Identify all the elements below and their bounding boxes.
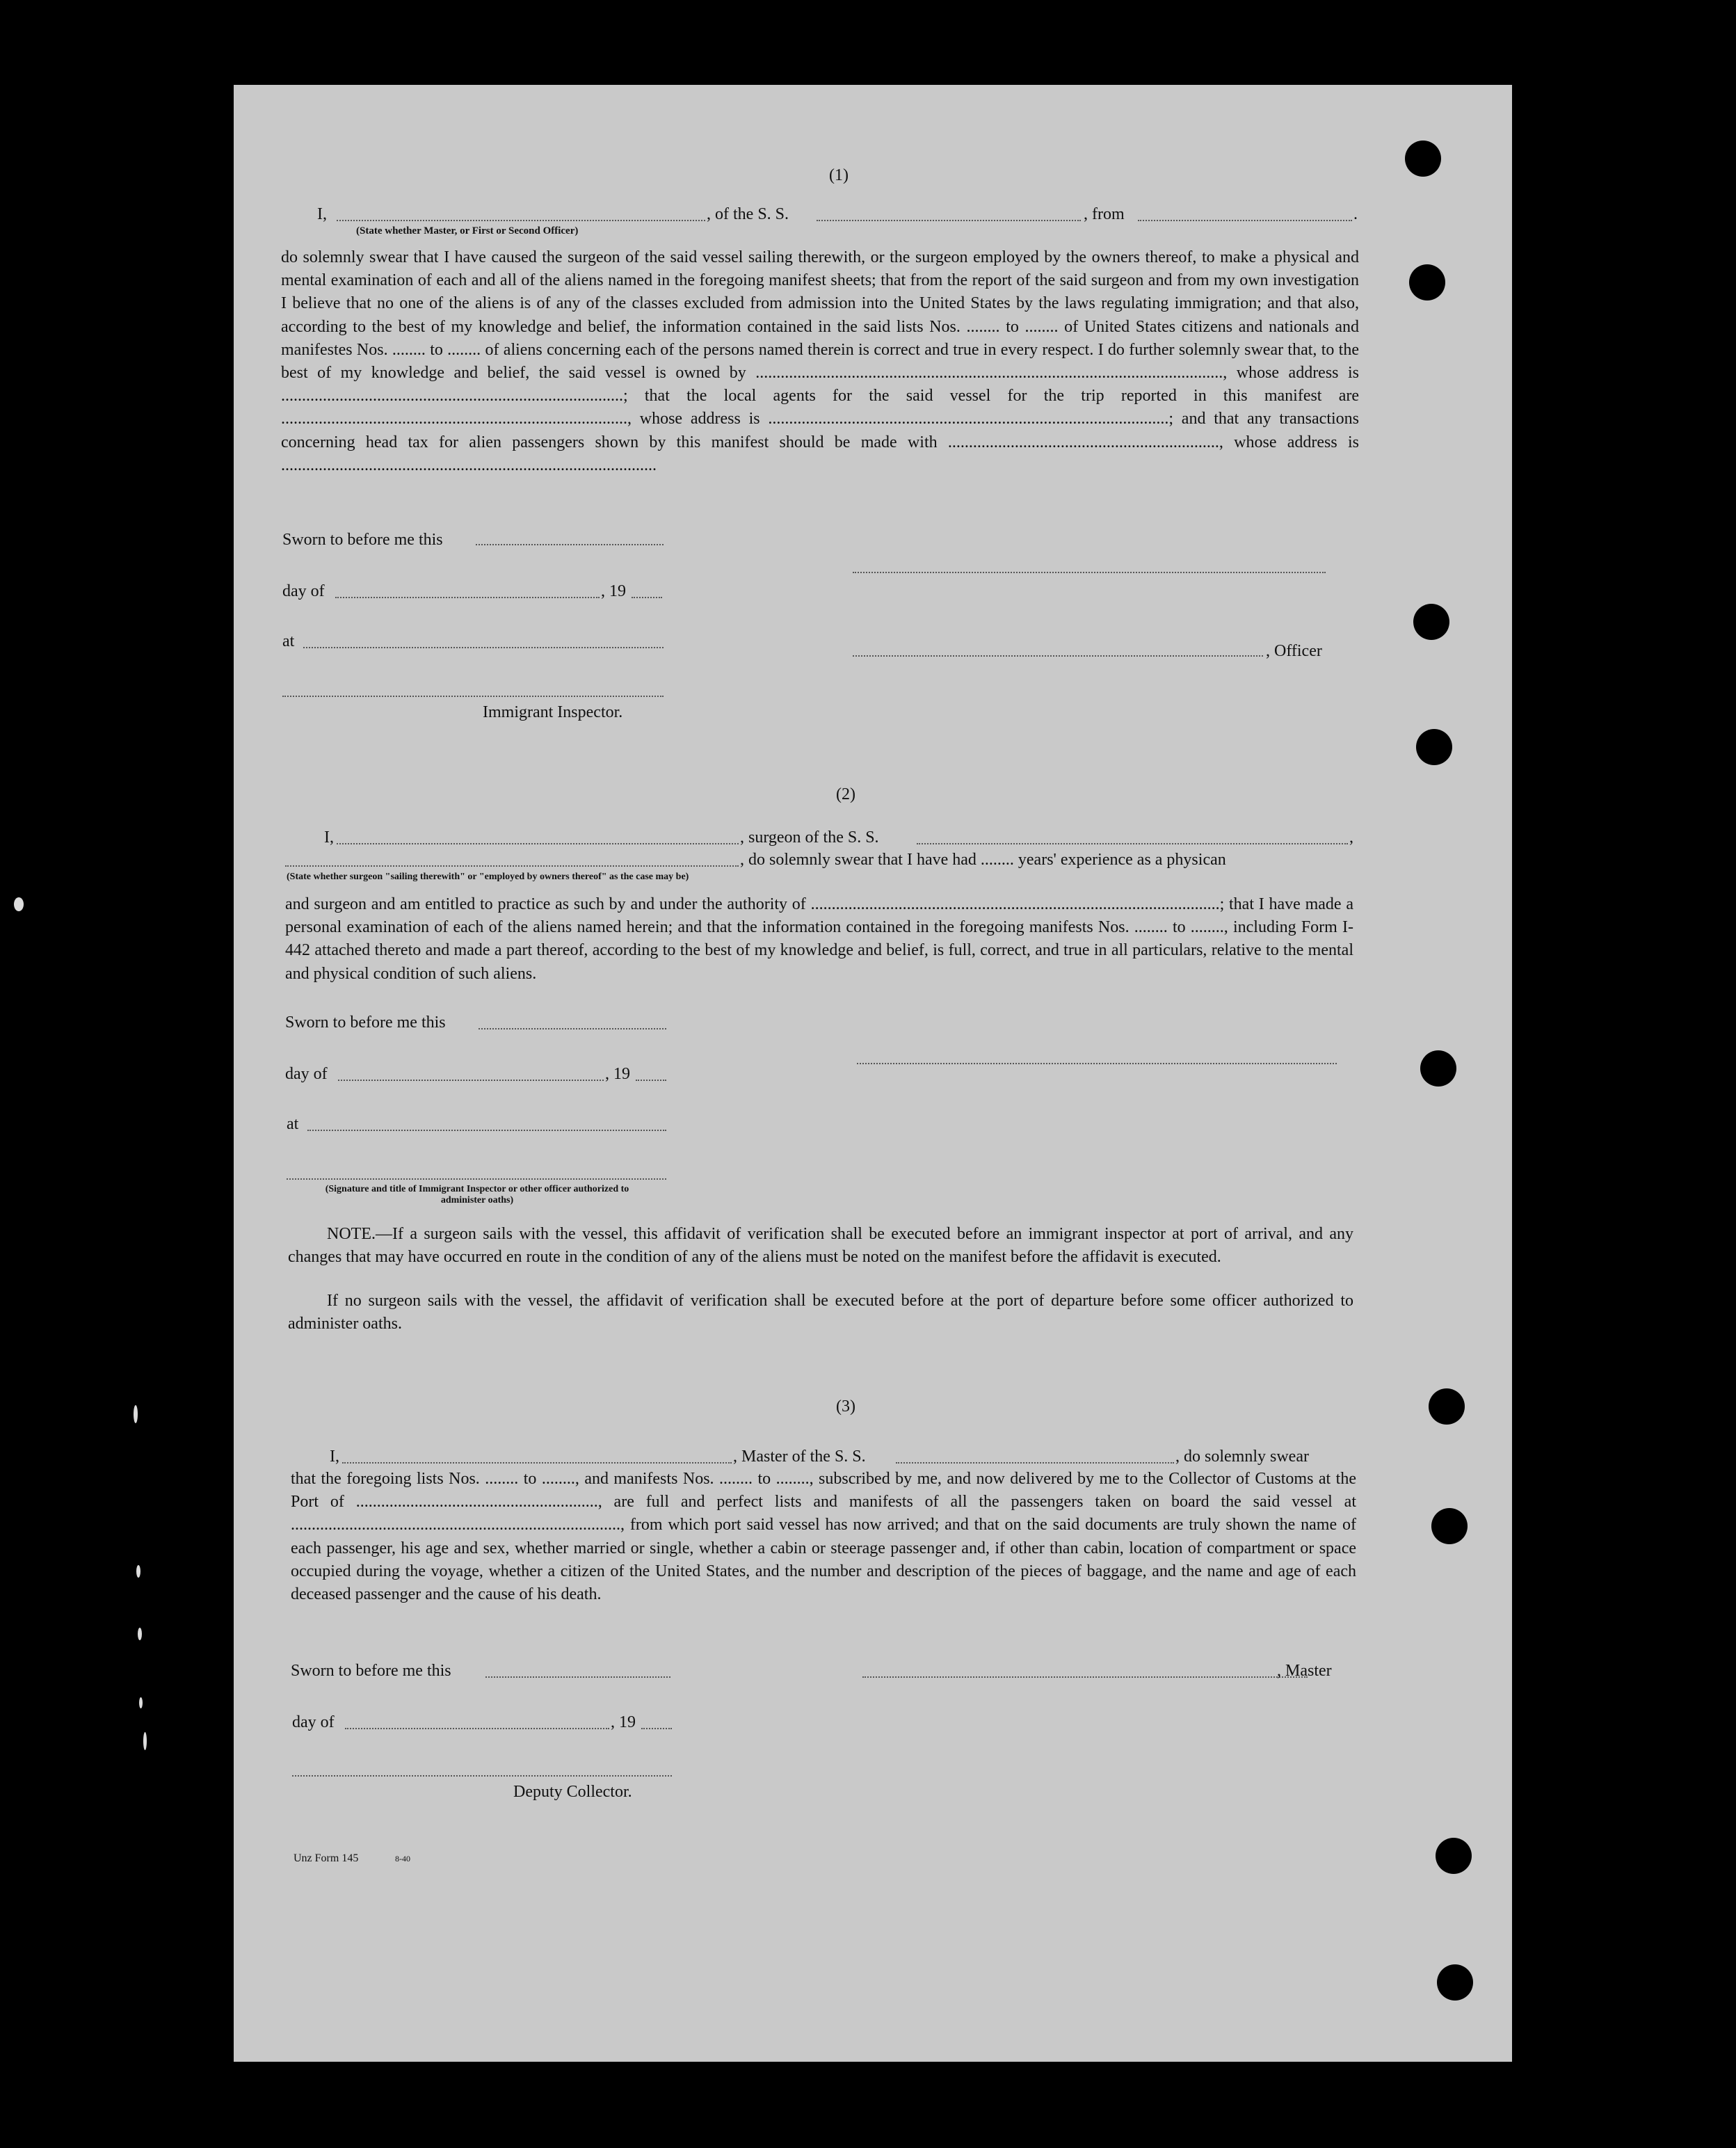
section3-deputy-signature-field[interactable]: [292, 1775, 672, 1777]
section1-inspector-signature-field[interactable]: [282, 696, 664, 697]
manifest-affidavit-page: [234, 85, 1512, 2062]
punch-hole: [1437, 1964, 1473, 2001]
section3-paragraph: that the foregoing lists Nos. ........ to ........, and manifests Nos. ........ to ........, subscribed by me, and now delivered by me to the Collector of Customs at the Port of .........................................................., are full and perfect lists and manifests of all the passengers taken on board the said vessel at ..............................................................................., from which port said vessel has now arrived; and that on the said documents are truly shown the name of each passenger, his age and sex, whether married or single, whether a cabin or steerage passenger and, if other than cabin, location of compartment or space occupied during the voyage, whether a citizen of the United States, and the number and description of the pieces of baggage, and the name and age of each deceased passenger and the cause of his death.: [291, 1470, 1356, 1604]
punch-hole: [1413, 604, 1449, 640]
section3-day-field[interactable]: [345, 1728, 609, 1729]
section2-year-label: , 19: [605, 1065, 630, 1083]
scan-speck: [139, 1697, 143, 1708]
section2-inspector-signature-field[interactable]: [287, 1178, 666, 1180]
section1-officer-label: , Officer: [1266, 642, 1322, 660]
section2-sworn-label: Sworn to before me this: [285, 1013, 446, 1032]
section2-signature-note: (Signature and title of Immigrant Inspector or other officer authorized to administer oaths): [325, 1184, 629, 1205]
scan-speck: [143, 1732, 147, 1750]
section2-surgeon-type-field[interactable]: [285, 865, 739, 867]
punch-hole: [1431, 1508, 1468, 1544]
section1-state-note: (State whether Master, or First or Second Officer): [356, 225, 579, 237]
section3-master-label: , Master of the S. S.: [733, 1448, 866, 1466]
section1-at-field[interactable]: [303, 647, 664, 648]
section1-line-end: .: [1353, 205, 1358, 223]
scan-speck: [138, 1628, 142, 1640]
section3-number: (3): [836, 1397, 855, 1416]
section2-day-of-label: day of: [285, 1065, 328, 1083]
section2-at-label: at: [287, 1115, 299, 1133]
section2-i-label: I,: [324, 828, 334, 847]
section1-signature-field[interactable]: [853, 572, 1326, 573]
section2-note2: If no surgeon sails with the vessel, the affidavit of verification shall be executed before at the port of departure before some officer authorized to administer oaths.: [288, 1292, 1353, 1333]
footer-form-number: Unz Form 145: [294, 1852, 359, 1864]
section2-at-field[interactable]: [307, 1130, 666, 1131]
footer-form-date: 8-40: [395, 1854, 410, 1864]
section3-master-signature-field[interactable]: [862, 1676, 1308, 1678]
section2-line-end: ,: [1349, 828, 1353, 847]
section2-signature-field[interactable]: [857, 1063, 1337, 1064]
section1-year-field[interactable]: [632, 597, 662, 598]
section1-year-label: , 19: [601, 582, 626, 600]
section3-vessel-field[interactable]: [896, 1462, 1174, 1464]
punch-hole: [1416, 729, 1452, 765]
section2-note1: NOTE.—If a surgeon sails with the vessel, this affidavit of verification shall be executed before an immigrant inspector at port of arrival, and any changes that may have occurred en route in the condition of any of the aliens must be noted on the manifest before the affidavit is executed.: [288, 1225, 1353, 1267]
section3-day-of-label: day of: [292, 1713, 335, 1731]
section3-swear-label: , do solemnly swear: [1175, 1448, 1309, 1466]
section1-immigrant-inspector: Immigrant Inspector.: [483, 703, 623, 721]
section2-year-field[interactable]: [636, 1080, 666, 1081]
section1-day-of-label: day of: [282, 582, 325, 600]
section3-master-name-field[interactable]: [342, 1462, 732, 1464]
section2-vessel-field[interactable]: [917, 843, 1348, 844]
section2-sworn-field[interactable]: [479, 1028, 666, 1029]
punch-hole: [1420, 1050, 1456, 1087]
section1-of-ss-label: , of the S. S.: [707, 205, 789, 223]
section2-line2: , do solemnly swear that I have had ........ years' experience as a physican: [740, 851, 1226, 869]
punch-hole: [1436, 1838, 1472, 1874]
scan-speck: [136, 1565, 140, 1578]
section1-officer-title-field[interactable]: [853, 655, 1263, 657]
punch-hole: [1429, 1388, 1465, 1425]
section2-number: (2): [836, 785, 855, 803]
section1-officer-name-field[interactable]: [337, 220, 705, 221]
section1-from-field[interactable]: [1138, 220, 1352, 221]
punch-hole: [1405, 141, 1441, 177]
section1-number: (1): [829, 166, 849, 184]
section1-i-label: I,: [317, 205, 327, 223]
section1-paragraph: do solemnly swear that I have caused the surgeon of the said vessel sailing therewith, or the surgeon employed by the owners thereof, to make a physical and mental examination of each and all of the aliens named in the foregoing manifest sheets; that from the report of the said surgeon and from my own investigation I believe that no one of the aliens is of any of the classes excluded from admission into the United States by the laws regulating immigration; and that also, according to the best of my knowledge and belief, the information contained in the said lists Nos. ........ to ........ of United States citizens and nationals and manifestes Nos. ........ to ........ of aliens concerning each of the persons named therein is correct and true in every respect. I do further solemnly swear that, to the best of my knowledge and belief, the said vessel is owned by ................................................................................................................, whose address is ..................................................................................; that the local agents for the said vessel for the trip reported in this manifest are ..................................................................................., whose address is ................................................................................................; and that any transactions concerning head tax for alien passengers shown by this manifest should be made with ................................................................., whose address is ..........................................................................................: [281, 248, 1359, 474]
section1-at-label: at: [282, 632, 295, 650]
section3-i-label: I,: [330, 1448, 339, 1466]
section3-master-signature-label: , Master: [1277, 1662, 1332, 1680]
section1-vessel-field[interactable]: [817, 220, 1081, 221]
section3-sworn-label: Sworn to before me this: [291, 1662, 451, 1680]
section2-paragraph: and surgeon and am entitled to practice as such by and under the authority of ..................................................................................................; that I have made a personal examination of each of the aliens named herein; and that the information contained in the foregoing manifests Nos. ........ to ........, including Form I-442 attached thereto and made a part thereof, according to the best of my knowledge and belief, is full, correct, and true in all particulars, relative to the mental and physical condition of such aliens.: [285, 895, 1353, 983]
section1-day-field[interactable]: [335, 597, 600, 598]
section1-sworn-label: Sworn to before me this: [282, 531, 443, 549]
section1-from-label: , from: [1084, 205, 1125, 223]
section2-state-note: (State whether surgeon "sailing therewith" or "employed by owners thereof" as the case may be): [287, 872, 689, 882]
section2-surgeon-label: , surgeon of the S. S.: [740, 828, 879, 847]
section2-surgeon-name-field[interactable]: [337, 843, 739, 844]
section3-year-label: , 19: [611, 1713, 636, 1731]
section3-sworn-field[interactable]: [485, 1676, 670, 1678]
section1-sworn-field[interactable]: [476, 544, 664, 545]
section3-year-field[interactable]: [641, 1728, 672, 1729]
section2-day-field[interactable]: [338, 1080, 604, 1081]
scan-speck: [14, 897, 24, 911]
section3-deputy-collector: Deputy Collector.: [513, 1783, 632, 1801]
scan-speck: [134, 1405, 138, 1423]
punch-hole: [1409, 264, 1445, 300]
